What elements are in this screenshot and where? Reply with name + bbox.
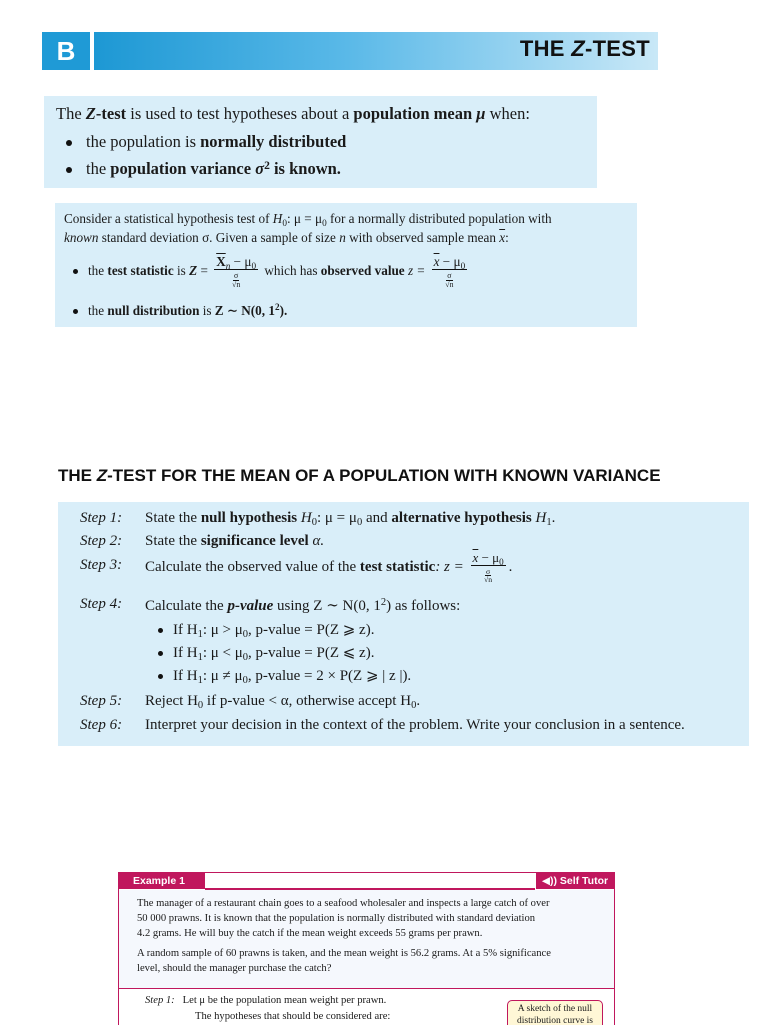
sketch-note: A sketch of the null distribution curve is — [507, 1000, 603, 1025]
example-question — [119, 890, 614, 988]
observed-value-formula: $\frac{\overline{x} - \mu_0}{\frac{\sigma}{√n}}$ — [433, 254, 466, 289]
bullet-icon — [73, 309, 78, 314]
test-statistic-box — [55, 203, 637, 327]
example-box — [118, 872, 615, 1025]
step-label: Step 5: — [80, 693, 123, 709]
example-text-line: 4.2 grams. He will buy the catch if the mean weight exceeds 55 grams per prawn. — [137, 928, 483, 939]
step-4-case-less: If $H_1$: $\mu < \mu_0$, p-value = P(Z ⩽ z). — [158, 643, 374, 662]
bullet-icon — [66, 140, 72, 146]
definition-intro: The Z-test is used to test hypotheses about a population mean μ when: — [56, 104, 530, 123]
test-statistic-formula: $\frac{\overline{X}_n - \mu_0}{\frac{\sigma}{√n}}$ — [216, 254, 257, 289]
step-label: Step 3: — [80, 557, 123, 573]
bullet-icon — [158, 628, 163, 633]
step-label: Step 4: — [80, 596, 123, 612]
step-label: Step 6: — [80, 717, 123, 733]
definition-bullet-normal: the population is normally distributed — [66, 132, 346, 152]
definition-bullet-variance: the population variance $\sigma^2$ is known. — [66, 159, 341, 179]
example-step-1-continued: The hypotheses that should be considered are: — [195, 1011, 391, 1022]
bullet-icon — [66, 167, 72, 173]
step-4-case-not-equal: If $H_1$: $\mu \ne \mu_0$, p-value = 2 × P(Z ⩾ | z |). — [158, 666, 411, 685]
example-text-line: 50 000 prawns. It is known that the population is normally distributed with standard deviation — [137, 913, 536, 924]
statistic-line-1: Consider a statistical hypothesis test of $H_0$: $\mu = \mu_0$ for a normally distributed population with — [64, 211, 552, 228]
step-label: Step 2: — [80, 533, 123, 549]
example-step-1: Step 1: Let μ be the population mean weight per prawn. — [145, 995, 387, 1006]
bullet-icon — [158, 651, 163, 656]
step-4-case-greater: If $H_1$: $\mu > \mu_0$, p-value = P(Z ⩾ z). — [158, 620, 374, 639]
steps-box: Step 1: State the null hypothesis $H_0$: $\mu = \mu_0$ and alternative hypothesis $H_1$. Step 2: State the significance level α. Step 3: Calculate the observed value of the test statistic: z = $\frac{\overline{x} - \mu_0}{\frac{\sigma}{√n}}$ . Step 4: Calculate the p-value using Z ∼ N(0, $1^2$) as follows: If $H_1$: $\mu > \mu_0$, p-value = P(Z ⩾ z). If $H_1$: $\mu < \mu_0$, p-value = P(Z ⩽ z). If $H_1$: $\mu \ne \mu_0$, p-value = 2 × P(Z ⩾ | z |). Step 5: Reject $H_0$ if p-value < α, otherwise accept $H_0$. Step 6: Interpret your decision in the context of the problem. Write your conclusion in a sentence. — [58, 502, 749, 746]
example-text-line: A random sample of 60 prawns is taken, and the mean weight is 56.2 grams. At a 5% significance — [137, 948, 551, 959]
section-badge: B — [42, 32, 90, 70]
statistic-bullet-null-distribution: the null distribution is Z ∼ N(0, $1^2$). — [73, 303, 287, 319]
self-tutor-button[interactable]: ◀)) Self Tutor — [536, 873, 614, 889]
bullet-icon — [158, 674, 163, 679]
example-divider — [119, 988, 614, 989]
example-header — [119, 873, 614, 889]
example-tab: Example 1 — [119, 873, 205, 889]
page-title: THE Z-TEST — [519, 36, 650, 61]
statistic-line-2: known standard deviation σ. Given a sample of size n with observed sample mean $\overline{x}$: — [64, 230, 509, 245]
definition-box — [44, 96, 597, 188]
example-text-line: level, should the manager purchase the catch? — [137, 963, 332, 974]
section-title: THE Z-TEST FOR THE MEAN OF A POPULATION WITH KNOWN VARIANCE — [58, 466, 661, 485]
step-label: Step 1: — [80, 510, 123, 526]
bullet-icon — [73, 269, 78, 274]
step-3-formula: $\frac{\overline{x} - \mu_0}{\frac{\sigma}{√n}}$ — [472, 550, 504, 585]
statistic-bullet-test-statistic: the test statistic is Z = $\frac{\overline{X}_n - \mu_0}{\frac{\sigma}{√n}}$ which has observed value z = $\frac{\overline{x} - \mu_0}{\frac{\sigma}{√n}}$ — [73, 255, 470, 289]
example-text-line: The manager of a restaurant chain goes to a seafood wholesaler and inspects a large catch of over — [137, 898, 550, 909]
